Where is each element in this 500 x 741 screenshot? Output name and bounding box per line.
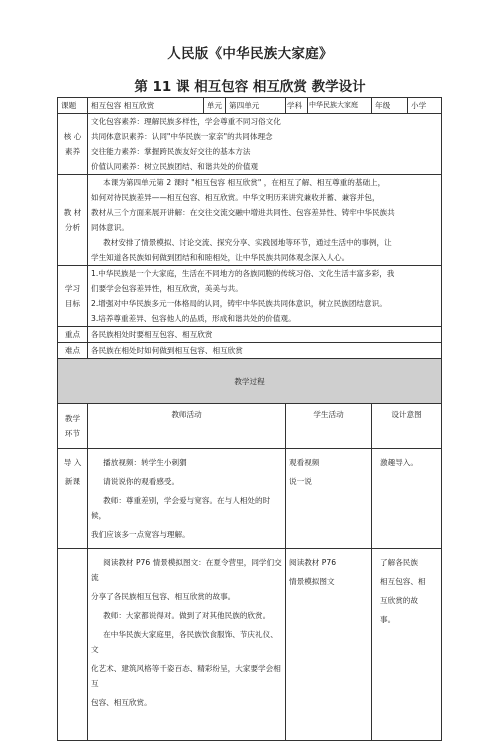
difficulty-value: 各民族在相处时如何做到相互包容、相互欣赏: [88, 343, 442, 359]
activity-intent-line: 互欣赏的故: [380, 596, 418, 605]
literacy-line: 共同体意识素养：认同"中华民族一家亲"的共同体理念: [91, 132, 273, 141]
goal-line: 2.增强对中华民族多元一体格局的认同，铸牢中华民族共同体意识，树立民族团结意识。: [91, 299, 387, 308]
activity-student-line: 阅读教材 P76: [289, 558, 337, 567]
document-subtitle: 第 11 课 相互包容 相互欣赏 教学设计: [134, 79, 366, 95]
goals-label: 学习 目标: [58, 266, 88, 327]
activity-teacher-line: 分享了各民族相互包容、相互欣赏的故事。: [91, 592, 236, 601]
intro-row: [58, 449, 442, 549]
activity-intent-line: 事。: [380, 615, 396, 624]
subject-value: 中华民族大家庭: [308, 98, 372, 114]
topic-value: 相互包容 相互欣赏: [88, 98, 204, 114]
intro-teacher-line: 播放视频：转学生小刺猬: [103, 458, 187, 467]
process-header-row: [58, 404, 442, 449]
literacy-content: [88, 114, 442, 175]
intro-teacher-line: 请说说你的观看感受。: [103, 477, 180, 486]
analysis-line: 教材安排了情景模拟、讨论交流、探究分享、实践园地等环节，通过生活中的事例，让: [103, 238, 392, 247]
literacy-line: 交往能力素养：掌握跨民族友好交往的基本方法: [91, 147, 251, 156]
analysis-line: 同体意识。: [91, 223, 129, 232]
intro-intent: 激趣导入。: [372, 449, 442, 549]
header-row: [58, 98, 442, 114]
activity-intent-line: 相互包容、相: [380, 577, 426, 586]
subject-label: 学科: [286, 98, 308, 114]
activity-row: [58, 549, 442, 741]
key-point-value: 各民族相处时要相互包容、相互欣赏: [88, 327, 442, 343]
process-banner-row: [58, 359, 442, 404]
activity-teacher-activity: [88, 549, 286, 741]
analysis-line: 学生知道各民族如何做到团结和和睦相处，让中华民族共同体观念深入人心。: [91, 253, 350, 262]
key-point-label: 重点: [58, 327, 88, 343]
analysis-line: 如何对待民族差异——相互包容、相互欣赏。中华文明历来讲究兼收并蓄、兼容并包，: [91, 193, 380, 202]
activity-student-line: 情景模拟图文: [289, 577, 335, 586]
goals-row: [58, 266, 442, 327]
grade-label: 年级: [372, 98, 408, 114]
analysis-content: [88, 175, 442, 266]
topic-label: 课题: [58, 98, 88, 114]
activity-teacher-line: 在中华民族大家庭里，各民族饮食服饰、节庆礼仪、文: [91, 630, 278, 654]
intro-student-line: 观看视频: [289, 458, 320, 467]
intro-student-line: 说一说: [289, 477, 312, 486]
difficulty-row: [58, 343, 442, 359]
intro-stage: 导 入 新课: [58, 449, 88, 549]
key-point-row: [58, 327, 442, 343]
intro-teacher-line: 教师：尊重差别，学会爱与宽容。在与人相处的时候，: [91, 496, 271, 520]
activity-teacher-line: 化艺术、建筑风格等千姿百态、精彩纷呈，大家要学会相互: [91, 664, 281, 688]
activity-stage: [58, 549, 88, 741]
activity-teacher-line: 教师：大家都说得对。做到了对其他民族的欣赏。: [103, 611, 271, 620]
analysis-row: [58, 175, 442, 266]
teacher-column-header: 教师活动: [88, 404, 286, 449]
activity-student-activity: [286, 549, 372, 741]
intent-column-header: 设计意图: [372, 404, 442, 449]
analysis-label: 教 材 分析: [58, 175, 88, 266]
literacy-label: 核 心 素养: [58, 114, 88, 175]
goal-line: 1.中华民族是一个大家庭，生活在不同地方的各族同胞的传统习俗、文化生活丰富多彩，我: [91, 269, 395, 278]
unit-value: 第四单元: [226, 98, 286, 114]
stage-column-header: 教学 环节: [58, 404, 88, 449]
goal-line: 3.培养尊重差异、包容他人的品质，形成和谐共处的价值观。: [91, 314, 296, 323]
process-banner-text: 教学过程: [234, 376, 265, 386]
student-column-header: 学生活动: [286, 404, 372, 449]
difficulty-label: 难点: [58, 343, 88, 359]
analysis-line: 教材从三个方面来展开讲解：在交往交流交融中增进共同性、包容差异性、铸牢中华民族共: [91, 208, 395, 217]
intro-student-activity: [286, 449, 372, 549]
activity-teacher-line: 包容、相互欣赏。: [91, 698, 152, 707]
literacy-line: 文化包容素养：理解民族多样性，学会尊重不同习俗文化: [91, 117, 281, 126]
lesson-plan-table: [57, 97, 442, 741]
goals-content: [88, 266, 442, 327]
document-title: 人民版《中华民族大家庭》: [167, 46, 333, 62]
analysis-line: 本课为第四单元第 2 课时 "相互包容 相互欣赏" ，在相互了解、相互尊重的基础上，: [103, 178, 386, 187]
grade-value: 小学: [408, 98, 442, 114]
literacy-line: 价值认同素养：树立民族团结、和谐共处的价值观: [91, 162, 259, 171]
goal-line: 们要学会包容差异性，相互欣赏，美美与共。: [91, 284, 243, 293]
literacy-row: [58, 114, 442, 175]
process-banner: [58, 359, 442, 404]
unit-label: 单元: [204, 98, 226, 114]
activity-intent: [372, 549, 442, 741]
activity-intent-line: 了解各民族: [380, 558, 418, 567]
intro-teacher-activity: [88, 449, 286, 549]
activity-teacher-line: 阅读教材 P76 情景模拟图文：在夏令营里，同学们交流: [91, 558, 282, 582]
intro-teacher-line: 我们应该多一点宽容与理解。: [91, 530, 190, 539]
